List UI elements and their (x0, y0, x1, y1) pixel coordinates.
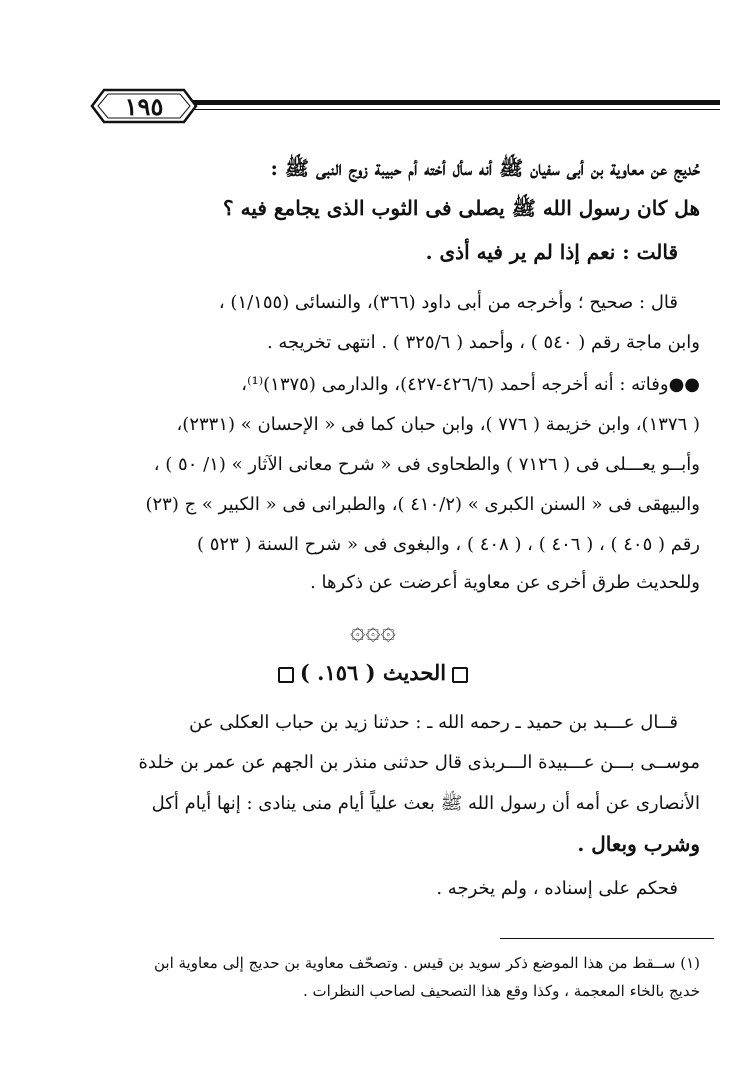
footnote-separator (500, 938, 714, 939)
paragraph-3-line-5: رقم ( ٤٠٥ ) ، ( ٤٠٦ ) ، ( ٤٠٨ ) ، والبغوى فى « شرح السنة ( ٥٢٣ ) (197, 534, 700, 555)
paragraph-3-line-2: ( ١٣٧٦)، وابن خزيمة ( ٧٧٦ )، وابن حبان كما فى « الإحسان » (٢٣٣١)، (176, 414, 700, 435)
hadith-heading (0, 660, 746, 685)
square-marker-left (278, 667, 294, 683)
paragraph-3-line-3: وأبــو يعـــلى فى ( ٧١٢٦ ) والطحاوى فى « شرح معانى الآثار » (١/ ٥٠ ) ، (153, 454, 700, 475)
page-number: ١٩٥ (124, 92, 164, 121)
paragraph-3-line-6: وللحديث طرق أخرى عن معاوية أعرضت عن ذكرها . (310, 572, 700, 593)
section-ornament: ۞۞۞ (350, 616, 396, 646)
paragraph-3-line-4: والبيهقى فى « السنن الكبرى » (٤١٠/٢ )، والطبرانى فى « الكبير » ج (٢٣) (145, 494, 700, 515)
paragraph-4-line-4: وشرب وبعال . (577, 832, 700, 856)
square-marker-right (452, 667, 468, 683)
paragraph-1-line-1: حُديج عن معاوية بن أبى سفيان ﷺ أنه سأل أخته أم حبيبة زوج النبى ﷺ : (270, 156, 700, 180)
header-rule-thin (190, 109, 720, 110)
page-header (90, 86, 720, 126)
paragraph-5-line-1: فحكم على إسناده ، ولم يخرجه . (436, 878, 678, 899)
paragraph-1-line-3: قالت : نعم إذا لم ير فيه أذى . (425, 240, 678, 264)
paragraph-4-line-1: قــال عـــبد بن حميد ـ رحمه الله ـ : حدثنا زيد بن حباب العكلى عن (189, 712, 678, 733)
paragraph-2-line-1: قال : صحيح ؛ وأخرجه من أبى داود (٣٦٦)، والنسائى (١/١٥٥) ، (218, 292, 678, 313)
page-number-frame (90, 86, 198, 126)
hadith-heading-text: الحديث ( ١٥٦. ) (299, 660, 447, 685)
paragraph-4-line-2: موســى بـــن عـــبيدة الـــربذى قال حدثنى منذر بن الجهم عن عمر بن خلدة (138, 752, 700, 773)
footnote-line-2: خديج بالخاء المعجمة ، وكذا وقع هذا التصحيف لصاحب النظرات . (302, 982, 700, 1000)
paragraph-4-line-3: الأنصارى عن أمه أن رسول الله ﷺ بعث علياً أيام منى ينادى : إنها أيام أكل (151, 793, 700, 814)
paragraph-2-line-2: وابن ماجة رقم ( ٥٤٠ ) ، وأحمد ( ٣٢٥/٦ ) . انتهى تخريجه . (266, 332, 700, 353)
paragraph-3-line-1: ●●وفاته : أنه أخرجه أحمد (٤٢٦/٦-٤٢٧)، والدارمى (١٣٧٥)⁽¹⁾، (241, 374, 700, 395)
header-rule-thick (190, 100, 720, 105)
footnote-line-1: (١) ســقط من هذا الموضع ذكر سويد بن قيس . وتصحّف معاوية بن حديج إلى معاوية ابن (153, 954, 700, 972)
paragraph-1-line-2: هل كان رسول الله ﷺ يصلى فى الثوب الذى يجامع فيه ؟ (223, 196, 700, 220)
